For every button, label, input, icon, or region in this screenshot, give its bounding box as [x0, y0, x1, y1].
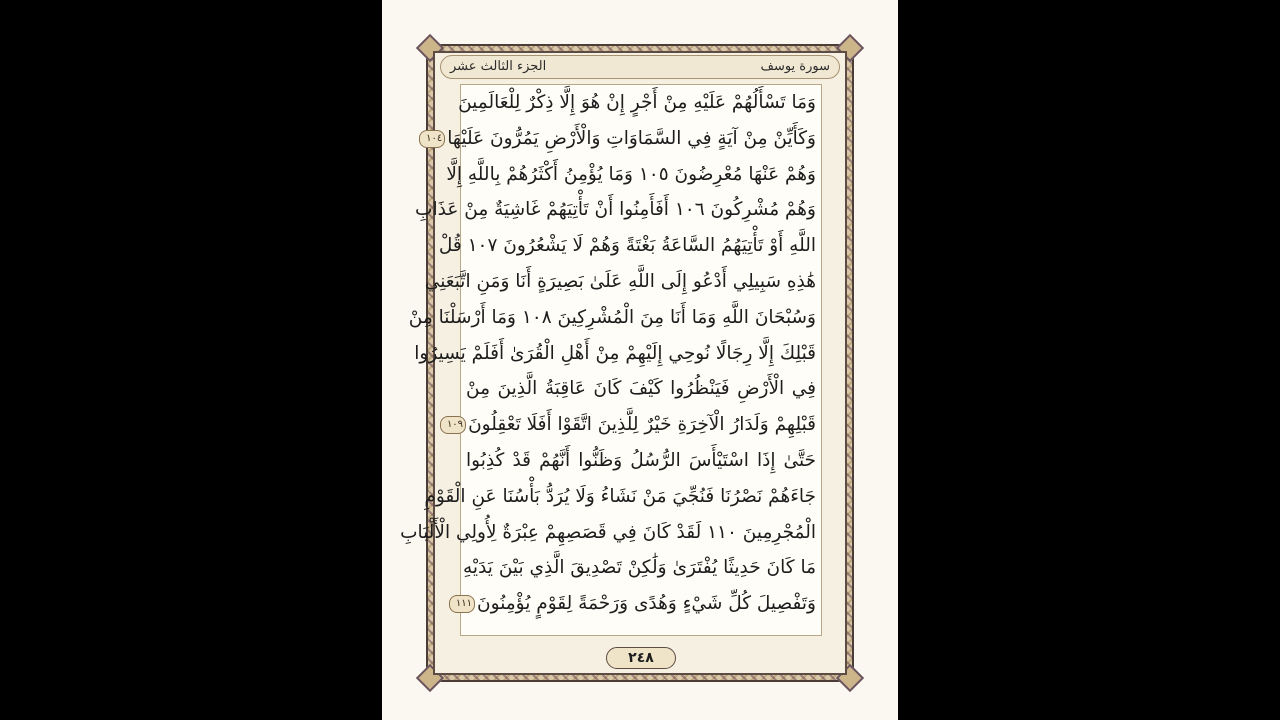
verse-text: قَبْلِكَ إِلَّا رِجَالًا نُوحِي إِلَيْهِمْ مِنْ أَهْلِ الْقُرَىٰ أَفَلَمْ يَسِيرُوا	[414, 342, 816, 364]
ayah-number-marker: ١٠٩	[440, 416, 466, 434]
verse-text: اللَّهِ أَوْ تَأْتِيَهُمُ السَّاعَةُ بَغْتَةً وَهُمْ لَا يَشْعُرُونَ ١٠٧ قُلْ	[438, 235, 816, 257]
verse-line	[415, 195, 816, 225]
verse-line	[400, 518, 816, 548]
verse-text: فِي الْأَرْضِ فَيَنْظُرُوا كَيْفَ كَانَ عَاقِبَةُ الَّذِينَ مِنْ	[466, 378, 816, 400]
verse-text: جَاءَهُمْ نَصْرُنَا فَنُجِّيَ مَنْ نَشَاءُ وَلَا يُرَدُّ بَأْسُنَا عَنِ الْقَوْمِ	[424, 485, 816, 507]
verse-line	[424, 482, 816, 512]
verse-text: وَهُمْ عَنْهَا مُعْرِضُونَ ١٠٥ وَمَا يُؤْمِنُ أَكْثَرُهُمْ بِاللَّهِ إِلَّا	[446, 163, 816, 185]
verse-text: وَسُبْحَانَ اللَّهِ وَمَا أَنَا مِنَ الْمُشْرِكِينَ ١٠٨ وَمَا أَرْسَلْنَا مِنْ	[408, 306, 816, 328]
page-number: ٢٤٨	[628, 650, 654, 666]
verse-line	[426, 124, 816, 154]
verse-text: مَا كَانَ حَدِيثًا يُفْتَرَىٰ وَلَٰكِنْ تَصْدِيقَ الَّذِي بَيْنَ يَدَيْهِ	[463, 557, 816, 579]
verse-text: الْمُجْرِمِينَ ١١٠ لَقَدْ كَانَ فِي قَصَصِهِمْ عِبْرَةٌ لِأُولِي الْأَلْبَابِ	[400, 521, 816, 543]
verse-line	[466, 446, 816, 476]
verse-text: قَبْلِهِمْ وَلَدَارُ الْآخِرَةِ خَيْرٌ لِلَّذِينَ اتَّقَوْا أَفَلَا تَعْقِلُونَ	[468, 414, 816, 436]
ayah-number-marker: ١٠٤	[419, 130, 445, 148]
juz-title: الجزء الثالث عشر	[450, 59, 547, 74]
verse-text: وَكَأَيِّنْ مِنْ آيَةٍ فِي السَّمَاوَاتِ وَالْأَرْضِ يَمُرُّونَ عَلَيْهَا	[447, 127, 816, 149]
verse-text: وَمَا تَسْأَلُهُمْ عَلَيْهِ مِنْ أَجْرٍ إِنْ هُوَ إِلَّا ذِكْرٌ لِلْعَالَمِينَ	[458, 92, 816, 113]
verse-line	[424, 267, 816, 297]
verse-line	[463, 553, 816, 583]
verse-line	[458, 88, 816, 118]
verse-line	[466, 374, 816, 404]
verse-text: وَهُمْ مُشْرِكُونَ ١٠٦ أَفَأَمِنُوا أَنْ تَأْتِيَهُمْ غَاشِيَةٌ مِنْ عَذَابِ	[415, 199, 816, 221]
verse-line	[446, 160, 816, 190]
verse-line	[455, 589, 816, 619]
verse-line	[446, 410, 816, 440]
verse-line	[414, 339, 816, 369]
surah-title: سورة يوسف	[760, 59, 830, 74]
verse-line	[438, 231, 816, 261]
verse-line	[408, 303, 816, 333]
ayah-number-marker: ١١١	[449, 595, 475, 613]
verse-text: هَٰذِهِ سَبِيلِي أَدْعُو إِلَى اللَّهِ عَلَىٰ بَصِيرَةٍ أَنَا وَمَنِ اتَّبَعَنِي	[424, 271, 816, 292]
verse-text: حَتَّىٰ إِذَا اسْتَيْأَسَ الرُّسُلُ وَظَنُّوا أَنَّهُمْ قَدْ كُذِبُوا	[466, 450, 816, 471]
verse-text: وَتَفْصِيلَ كُلِّ شَيْءٍ وَهُدًى وَرَحْمَةً لِقَوْمٍ يُؤْمِنُونَ	[477, 593, 816, 615]
